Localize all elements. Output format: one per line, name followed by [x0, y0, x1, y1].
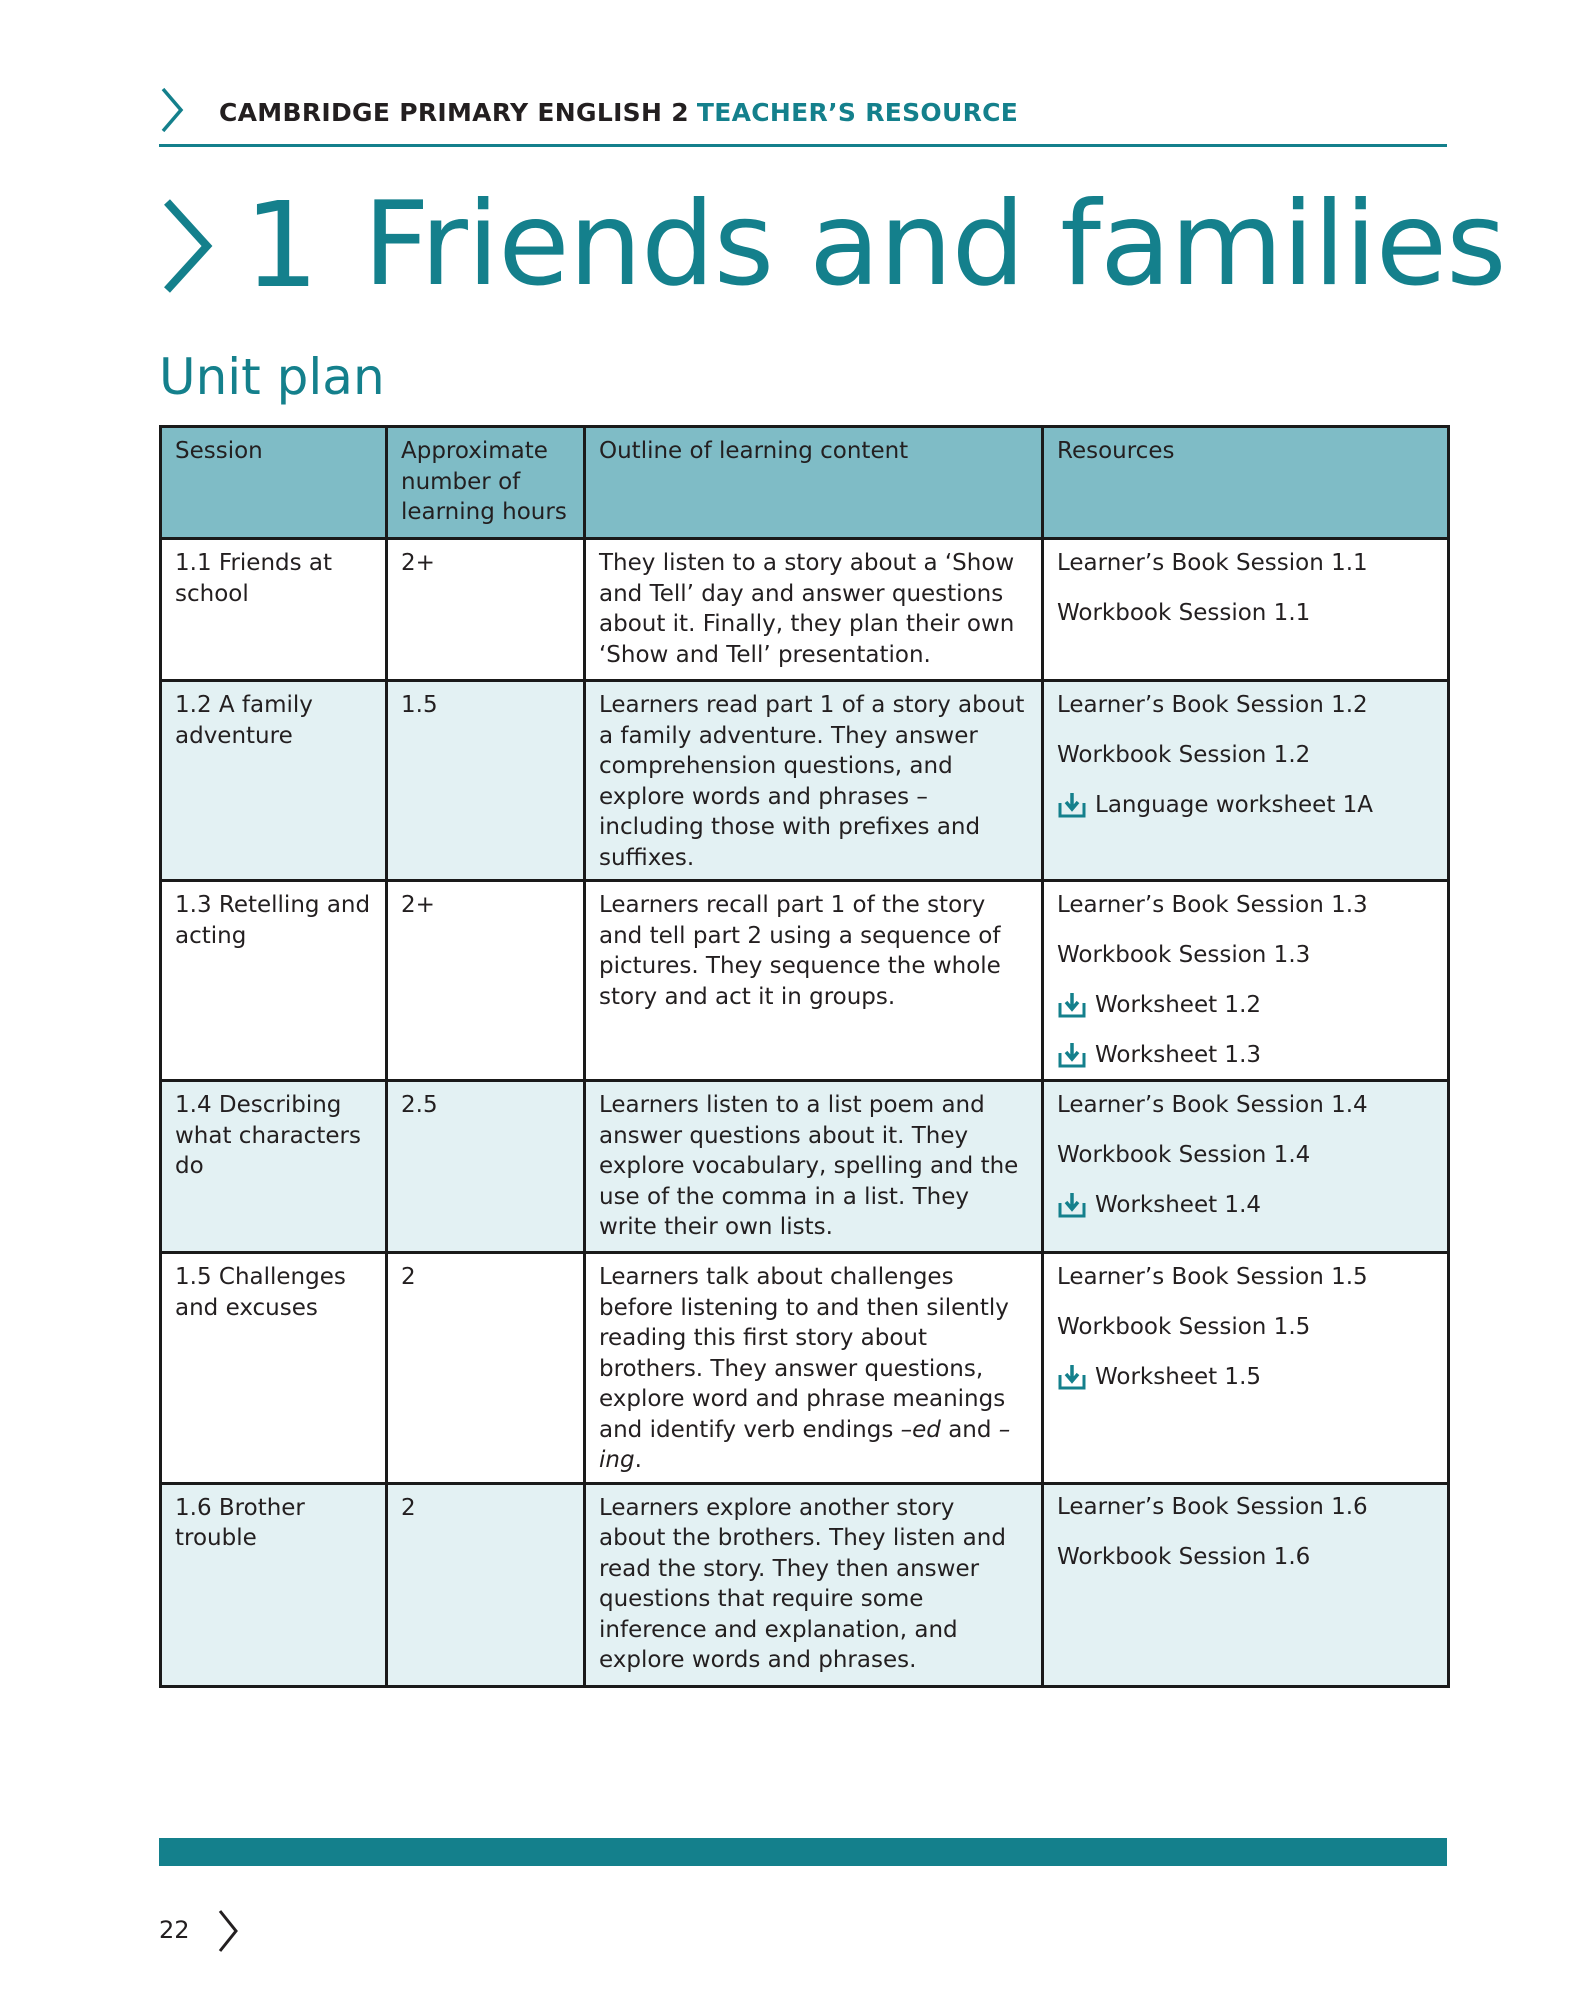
resources-cell	[1043, 681, 1449, 881]
resource-label: Workbook Session 1.4	[1057, 1141, 1311, 1168]
download-icon	[1057, 1041, 1087, 1069]
download-link[interactable]	[1057, 1190, 1434, 1220]
page-number: 22	[159, 1916, 190, 1944]
table-row	[161, 681, 1449, 881]
table-row	[161, 539, 1449, 681]
outline-cell: Learners read part 1 of a story about a family adventure. They answer comprehension questions, and explore words and phrases – including those with prefixes and suffixes.	[585, 681, 1043, 881]
header-outline: Outline of learning content	[585, 427, 1043, 539]
resource-item	[1057, 940, 1434, 970]
outline-text: and	[940, 1416, 999, 1443]
outline-cell: They listen to a story about a ‘Show and Tell’ day and answer questions about it. Finally, they plan their own ‘Show and Tell’ presentation.	[585, 539, 1043, 681]
outline-cell: Learners listen to a list poem and answer questions about it. They explore vocabulary, spelling and the use of the comma in a list. They write their own lists.	[585, 1081, 1043, 1253]
table-row	[161, 1253, 1449, 1484]
download-icon	[1057, 791, 1087, 819]
download-label[interactable]: Worksheet 1.3	[1095, 1041, 1262, 1068]
session-cell: 1.2 A family adventure	[161, 681, 387, 881]
resource-item	[1057, 690, 1434, 720]
outline-cell: Learners recall part 1 of the story and tell part 2 using a sequence of pictures. They sequence the whole story and act it in groups.	[585, 881, 1043, 1081]
resource-item	[1057, 1312, 1434, 1342]
unit-heading	[159, 176, 1506, 314]
hours-cell: 2	[387, 1483, 585, 1686]
resource-item	[1057, 740, 1434, 770]
chevron-right-icon	[159, 86, 185, 134]
session-cell: 1.4 Describing what characters do	[161, 1081, 387, 1253]
resource-label: TEACHER’S RESOURCE	[696, 98, 1019, 127]
running-header	[159, 86, 1447, 146]
outline-cell	[585, 1253, 1043, 1484]
download-link[interactable]	[1057, 990, 1434, 1020]
resource-label: Workbook Session 1.3	[1057, 941, 1311, 968]
download-label[interactable]: Worksheet 1.4	[1095, 1191, 1262, 1218]
download-label[interactable]: Worksheet 1.5	[1095, 1363, 1262, 1390]
resource-item	[1057, 890, 1434, 920]
book-title: CAMBRIDGE PRIMARY ENGLISH 2	[219, 98, 689, 127]
header-text	[219, 98, 1018, 127]
download-label[interactable]: Worksheet 1.2	[1095, 991, 1262, 1018]
resource-label: Learner’s Book Session 1.1	[1057, 549, 1368, 576]
download-link[interactable]	[1057, 1362, 1434, 1392]
resource-label: Workbook Session 1.6	[1057, 1544, 1311, 1571]
header-hours: Approximate number of learning hours	[387, 427, 585, 539]
session-cell: 1.3 Retelling and acting	[161, 881, 387, 1081]
header-resources: Resources	[1043, 427, 1449, 539]
resource-item	[1057, 548, 1434, 578]
resource-label: Workbook Session 1.2	[1057, 741, 1311, 768]
resource-item	[1057, 1493, 1434, 1523]
section-title: Unit plan	[159, 348, 385, 406]
resource-label: Learner’s Book Session 1.5	[1057, 1263, 1368, 1290]
chevron-right-icon	[159, 198, 215, 294]
hours-cell: 2+	[387, 539, 585, 681]
resource-item	[1057, 1543, 1434, 1573]
hours-cell: 2.5	[387, 1081, 585, 1253]
download-label[interactable]: Language worksheet 1A	[1095, 791, 1374, 818]
session-cell: 1.6 Brother trouble	[161, 1483, 387, 1686]
hours-cell: 2	[387, 1253, 585, 1484]
resource-label: Workbook Session 1.1	[1057, 599, 1311, 626]
outline-text: Learners talk about challenges before listening to and then silently reading this first story about brothers. They answer questions, explore word and phrase meanings and identify verb endings	[599, 1264, 1009, 1443]
table-row	[161, 1081, 1449, 1253]
resource-label: Learner’s Book Session 1.6	[1057, 1494, 1368, 1521]
hours-cell: 1.5	[387, 681, 585, 881]
hours-cell: 2+	[387, 881, 585, 1081]
resources-cell	[1043, 881, 1449, 1081]
unit-plan-table	[159, 425, 1450, 1688]
resources-cell	[1043, 1483, 1449, 1686]
download-icon	[1057, 1363, 1087, 1391]
resource-label: Workbook Session 1.5	[1057, 1313, 1311, 1340]
resource-label: Learner’s Book Session 1.4	[1057, 1091, 1368, 1118]
download-icon	[1057, 991, 1087, 1019]
resources-cell	[1043, 1081, 1449, 1253]
resources-cell	[1043, 539, 1449, 681]
resource-item	[1057, 1140, 1434, 1170]
unit-title: Friends and families	[363, 177, 1506, 312]
session-cell: 1.5 Challenges and excuses	[161, 1253, 387, 1484]
header-session: Session	[161, 427, 387, 539]
download-link[interactable]	[1057, 1040, 1434, 1070]
chevron-right-icon[interactable]	[216, 1908, 240, 1954]
session-cell: 1.1 Friends at school	[161, 539, 387, 681]
header-rule	[159, 144, 1447, 147]
resource-item	[1057, 1090, 1434, 1120]
outline-italic: –ing	[599, 1416, 1011, 1473]
outline-italic: –ed	[900, 1416, 941, 1443]
outline-text: .	[634, 1447, 642, 1473]
download-link[interactable]	[1057, 790, 1434, 820]
resources-cell	[1043, 1253, 1449, 1484]
outline-cell: Learners explore another story about the brothers. They listen and read the story. They then answer questions that require some inference and explanation, and explore words and phrases.	[585, 1483, 1043, 1686]
resource-item	[1057, 598, 1434, 628]
table-header-row	[161, 427, 1449, 539]
download-icon	[1057, 1191, 1087, 1219]
resource-item	[1057, 1262, 1434, 1292]
table-row	[161, 1483, 1449, 1686]
unit-number: 1	[244, 176, 320, 314]
footer-bar	[159, 1838, 1447, 1866]
resource-label: Learner’s Book Session 1.3	[1057, 891, 1368, 918]
resource-label: Learner’s Book Session 1.2	[1057, 691, 1368, 718]
table-row	[161, 881, 1449, 1081]
